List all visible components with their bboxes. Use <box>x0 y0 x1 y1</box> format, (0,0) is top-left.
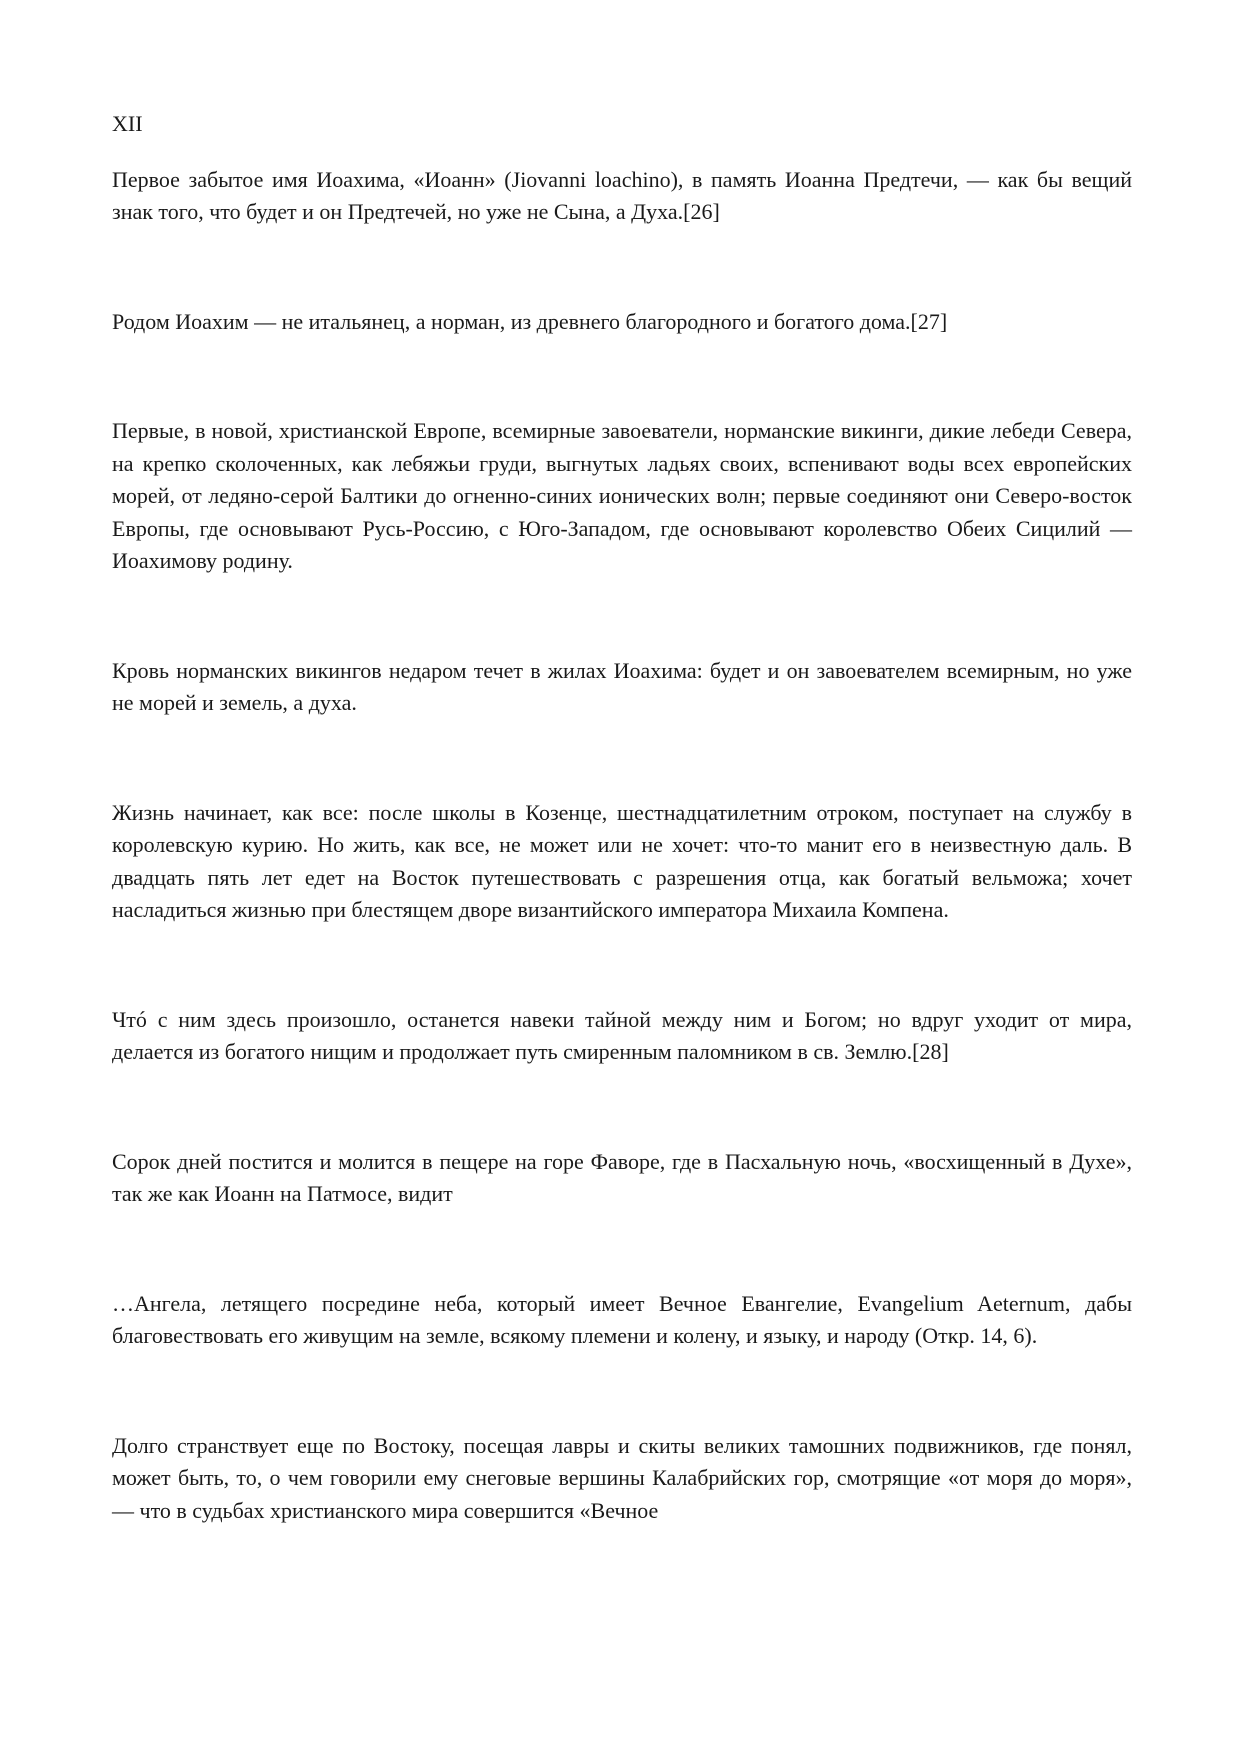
paragraph-8-quotation: …Ангела, летящего посредине неба, который имеет Вечное Евангелие, Evangelium Aeternum, дабы благовествовать его живущим на земле, всякому племени и колену, и языку, и народу (Откр. 14, 6). <box>112 1290 1132 1348</box>
paragraph-4: Кровь норманских викингов недаром течет в жилах Иоахима: будет и он завоевателем всемирным, но уже не морей и земель, а духа. <box>112 657 1132 715</box>
paragraph-1: Первое забытое имя Иоахима, «Иоанн» (Jiovanni loachino), в память Иоанна Предтечи, — как бы вещий знак того, что будет и он Предтечей, но уже не Сына, а Духа.[26] <box>112 166 1132 224</box>
paragraph-7: Сорок дней постится и молится в пещере на горе Фаворе, где в Пасхальную ночь, «восхищенный в Духе», так же как Иоанн на Патмосе, видит <box>112 1148 1132 1206</box>
paragraph-5: Жизнь начинает, как все: после школы в Козенце, шестнадцатилетним отроком, поступает на службу в королевскую курию. Но жить, как все, не может или не хочет: что-то манит его в неизвестную даль. В двадцать пять лет едет на Восток путешествовать с разрешения отца, как богатый вельможа; хочет насладиться жизнью при блестящем дворе византийского императора Михаила Компена. <box>112 799 1132 922</box>
chapter-number: XII <box>112 111 143 136</box>
paragraph-6: Чтó с ним здесь произошло, останется навеки тайной между ним и Богом; но вдруг уходит от мира, делается из богатого нищим и продолжает путь смиренным паломником в св. Землю.[28] <box>112 1006 1132 1064</box>
paragraph-3: Первые, в новой, христианской Европе, всемирные завоеватели, норманские викинги, дикие лебеди Севера, на крепко сколоченных, как лебяжьи груди, выгнутых ладьях своих, вспенивают воды всех европейских морей, от ледяно-серой Балтики до огненно-синих ионических волн; первые соединяют они Северо-восток Европы, где основывают Русь-Россию, с Юго-Западом, где основывают королевство Обеих Сицилий — Иоахимову родину. <box>112 418 1132 573</box>
paragraph-2: Родом Иоахим — не итальянец, а норман, из древнего благородного и богатого дома.[27] <box>112 308 948 334</box>
paragraph-9: Долго странствует еще по Востоку, посещая лавры и скиты великих тамошних подвижников, где понял, может быть, то, о чем говорили ему снеговые вершины Калабрийских гор, смотрящие «от моря до моря», — что в судьбах христианского мира совершится «Вечное <box>112 1432 1132 1523</box>
document-page <box>112 108 1132 1527</box>
